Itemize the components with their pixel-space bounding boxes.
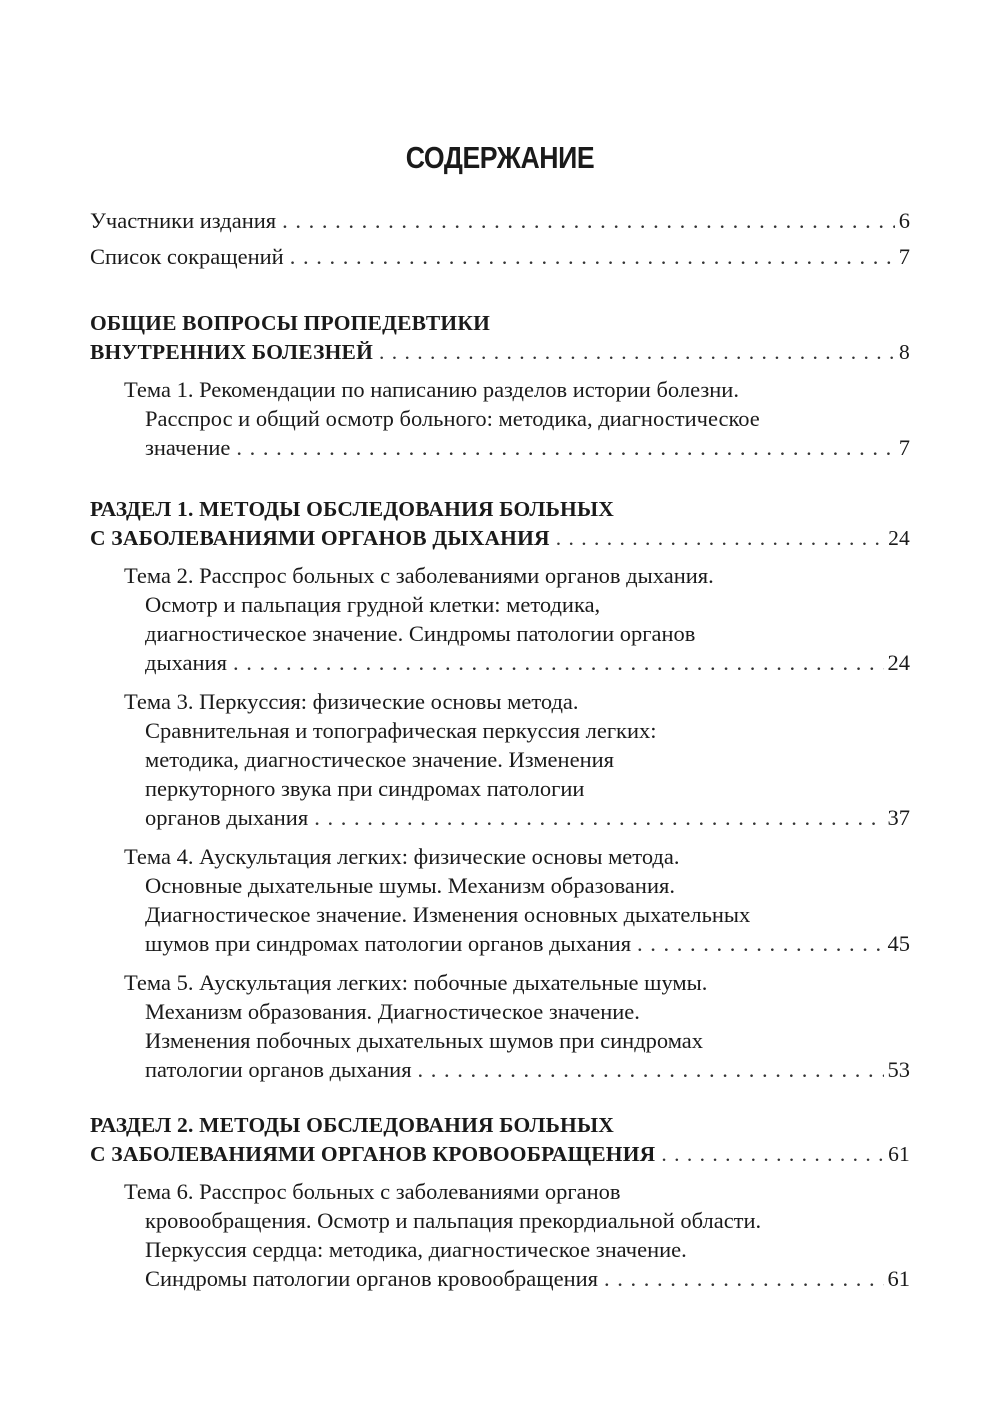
leader-dots — [604, 1264, 883, 1293]
toc-page-number: 61 — [887, 1266, 910, 1291]
toc-entry-abbreviations[interactable] — [90, 242, 910, 271]
topic-line: шумов при синдромах патологии органов дыхания — [145, 931, 632, 956]
toc-entry-text: Список сокращений — [90, 244, 284, 269]
section-heading-line: ВНУТРЕННИХ БОЛЕЗНЕЙ — [90, 340, 374, 364]
toc-page-number: 53 — [887, 1057, 910, 1082]
topic-line: Тема 2. Расспрос больных с заболеваниями органов дыхания. — [124, 563, 714, 588]
leader-dots — [379, 338, 895, 367]
topic-line: Синдромы патологии органов кровообращения — [145, 1266, 599, 1291]
toc-general-block — [90, 309, 910, 462]
toc-front-matter — [90, 206, 910, 271]
section-heading-line: РАЗДЕЛ 1. МЕТОДЫ ОБСЛЕДОВАНИЯ БОЛЬНЫХ — [90, 497, 615, 521]
topic-line: патологии органов дыхания — [145, 1057, 412, 1082]
toc-entry-contributors[interactable] — [90, 206, 910, 235]
topic-line: Диагностическое значение. Изменения основных дыхательных — [145, 902, 751, 927]
toc-topic-2[interactable] — [90, 561, 910, 677]
topic-line: Тема 5. Аускультация легких: побочные дыхательные шумы. — [124, 970, 708, 995]
topic-line: кровообращения. Осмотр и пальпация прекордиальной области. — [145, 1208, 762, 1233]
topic-line: Изменения побочных дыхательных шумов при синдромах — [145, 1028, 704, 1053]
toc-entry-section-1[interactable] — [90, 524, 910, 553]
toc-topic-5[interactable] — [90, 968, 910, 1084]
leader-dots — [314, 803, 883, 832]
toc-topic-6[interactable] — [90, 1177, 910, 1293]
section-heading-line: ОБЩИЕ ВОПРОСЫ ПРОПЕДЕВТИКИ — [90, 311, 491, 335]
toc-page-number: 7 — [898, 435, 910, 460]
topic-line: Механизм образования. Диагностическое значение. — [145, 999, 640, 1024]
leader-dots — [661, 1140, 884, 1169]
leader-dots — [236, 433, 894, 462]
topic-line: значение — [145, 435, 231, 460]
toc-topic-3[interactable] — [90, 687, 910, 832]
leader-dots — [233, 648, 884, 677]
toc-entry-section-2[interactable] — [90, 1140, 910, 1169]
toc-section-2-block — [90, 1111, 910, 1293]
topic-line: Тема 6. Расспрос больных с заболеваниями органов — [124, 1179, 621, 1204]
leader-dots — [290, 242, 895, 271]
topic-line: методика, диагностическое значение. Изменения — [145, 747, 615, 772]
topic-line: Тема 4. Аускультация легких: физические основы метода. — [124, 844, 680, 869]
topic-line: Расспрос и общий осмотр больного: методика, диагностическое — [145, 406, 760, 431]
toc-page-number: 45 — [887, 931, 910, 956]
toc-entry-text: Участники издания — [90, 208, 277, 233]
toc-page-number: 8 — [899, 340, 910, 364]
leader-dots — [556, 524, 884, 553]
topic-line: перкуторного звука при синдромах патологии — [145, 776, 585, 801]
topic-line: органов дыхания — [145, 805, 309, 830]
toc-page-number: 24 — [888, 526, 910, 550]
toc-topic-1[interactable] — [90, 375, 910, 462]
toc-section-1-block — [90, 495, 910, 1084]
section-heading-line: С ЗАБОЛЕВАНИЯМИ ОРГАНОВ ДЫХАНИЯ — [90, 526, 550, 550]
leader-dots — [637, 929, 883, 958]
topic-line: Осмотр и пальпация грудной клетки: методика, — [145, 592, 601, 617]
topic-line: дыхания — [145, 650, 227, 675]
section-heading-line: С ЗАБОЛЕВАНИЯМИ ОРГАНОВ КРОВООБРАЩЕНИЯ — [90, 1142, 656, 1166]
toc-topic-4[interactable] — [90, 842, 910, 958]
topic-line: Тема 1. Рекомендации по написанию разделов истории болезни. — [124, 377, 739, 402]
toc-page-number: 24 — [887, 650, 910, 675]
topic-line: Сравнительная и топографическая перкуссия легких: — [145, 718, 657, 743]
toc-page-number: 61 — [888, 1142, 910, 1166]
leader-dots — [418, 1055, 884, 1084]
topic-line: Основные дыхательные шумы. Механизм образования. — [145, 873, 675, 898]
topic-line: Перкуссия сердца: методика, диагностическое значение. — [145, 1237, 687, 1262]
leader-dots — [282, 206, 895, 235]
topic-line: Тема 3. Перкуссия: физические основы метода. — [124, 689, 579, 714]
toc-page-number: 6 — [898, 208, 910, 233]
toc-page-number: 7 — [898, 244, 910, 269]
page-title: СОДЕРЖАНИЕ — [405, 140, 595, 175]
topic-line: диагностическое значение. Синдромы патологии органов — [145, 621, 696, 646]
toc-page-number: 37 — [887, 805, 910, 830]
toc-entry-general[interactable] — [90, 338, 910, 367]
section-heading-line: РАЗДЕЛ 2. МЕТОДЫ ОБСЛЕДОВАНИЯ БОЛЬНЫХ — [90, 1113, 615, 1137]
